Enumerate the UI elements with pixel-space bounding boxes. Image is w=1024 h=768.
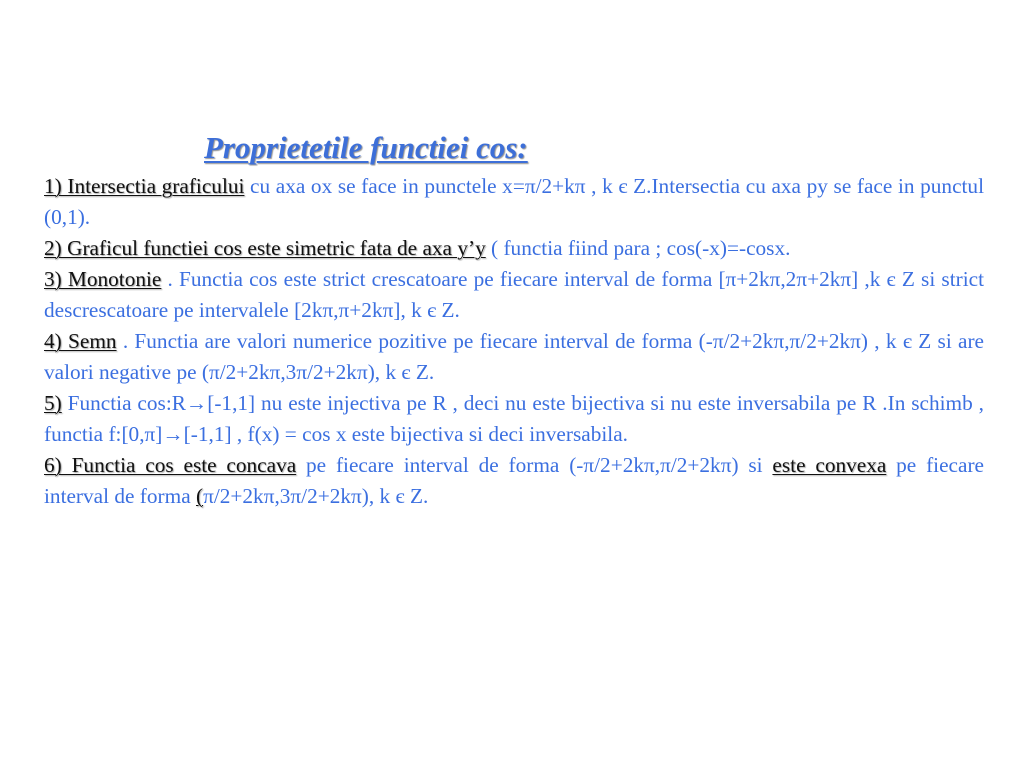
property-2-text: ( functia fiind para ; cos(-x)=-cosx. [485,236,791,260]
property-6-text-2: pe fiecare interval de forma [44,453,984,508]
slide-title: Proprietetile functiei cos: [204,130,528,165]
property-1-text: cu axa ox se face in punctele x=π/2+kπ , k є Z.Intersectia cu axa py se face in punctul (0,1). [44,174,985,229]
property-1-label: 1) Intersectia graficului [44,174,245,198]
property-4-label: 4) Semn [44,329,117,353]
property-5-text: Functia cos:R→[-1,1] nu este injectiva pe R , deci nu este bijectiva si nu este inversabila pe R .In schimb , functia f:[0,π]→[-1,1] , f(x) = cos x este bijectiva si deci inversabila. [44,391,984,446]
property-5 [44,388,984,450]
property-6-paren: ( [195,484,204,508]
property-5-label: 5) [44,391,62,415]
properties-list [44,171,984,512]
property-3-label: 3) Monotonie [44,267,162,291]
property-6 [44,450,984,512]
property-1 [44,171,984,233]
property-6-text: pe fiecare interval de forma (-π/2+2kπ,π/2+2kπ) si [296,453,773,477]
property-6-label-2: este convexa [772,453,887,477]
property-3 [44,264,984,326]
property-3-text: . Functia cos este strict crescatoare pe fiecare interval de forma [π+2kπ,2π+2kπ] ,k є Z si strict descrescatoare pe intervalele [2kπ,π+2kπ], k є Z. [44,267,984,322]
property-6-label: 6) Functia cos este concava [44,453,297,477]
property-4-text: . Functia are valori numerice pozitive pe fiecare interval de forma (-π/2+2kπ,π/2+2kπ) , k є Z si are valori negative pe (π/2+2kπ,3π/2+2kπ), k є Z. [44,329,985,384]
property-6-text-3: π/2+2kπ,3π/2+2kπ), k є Z. [203,484,429,508]
property-4 [44,326,984,388]
property-2 [44,233,984,264]
property-2-label: 2) Graficul functiei cos este simetric fata de axa y’y [44,236,486,260]
